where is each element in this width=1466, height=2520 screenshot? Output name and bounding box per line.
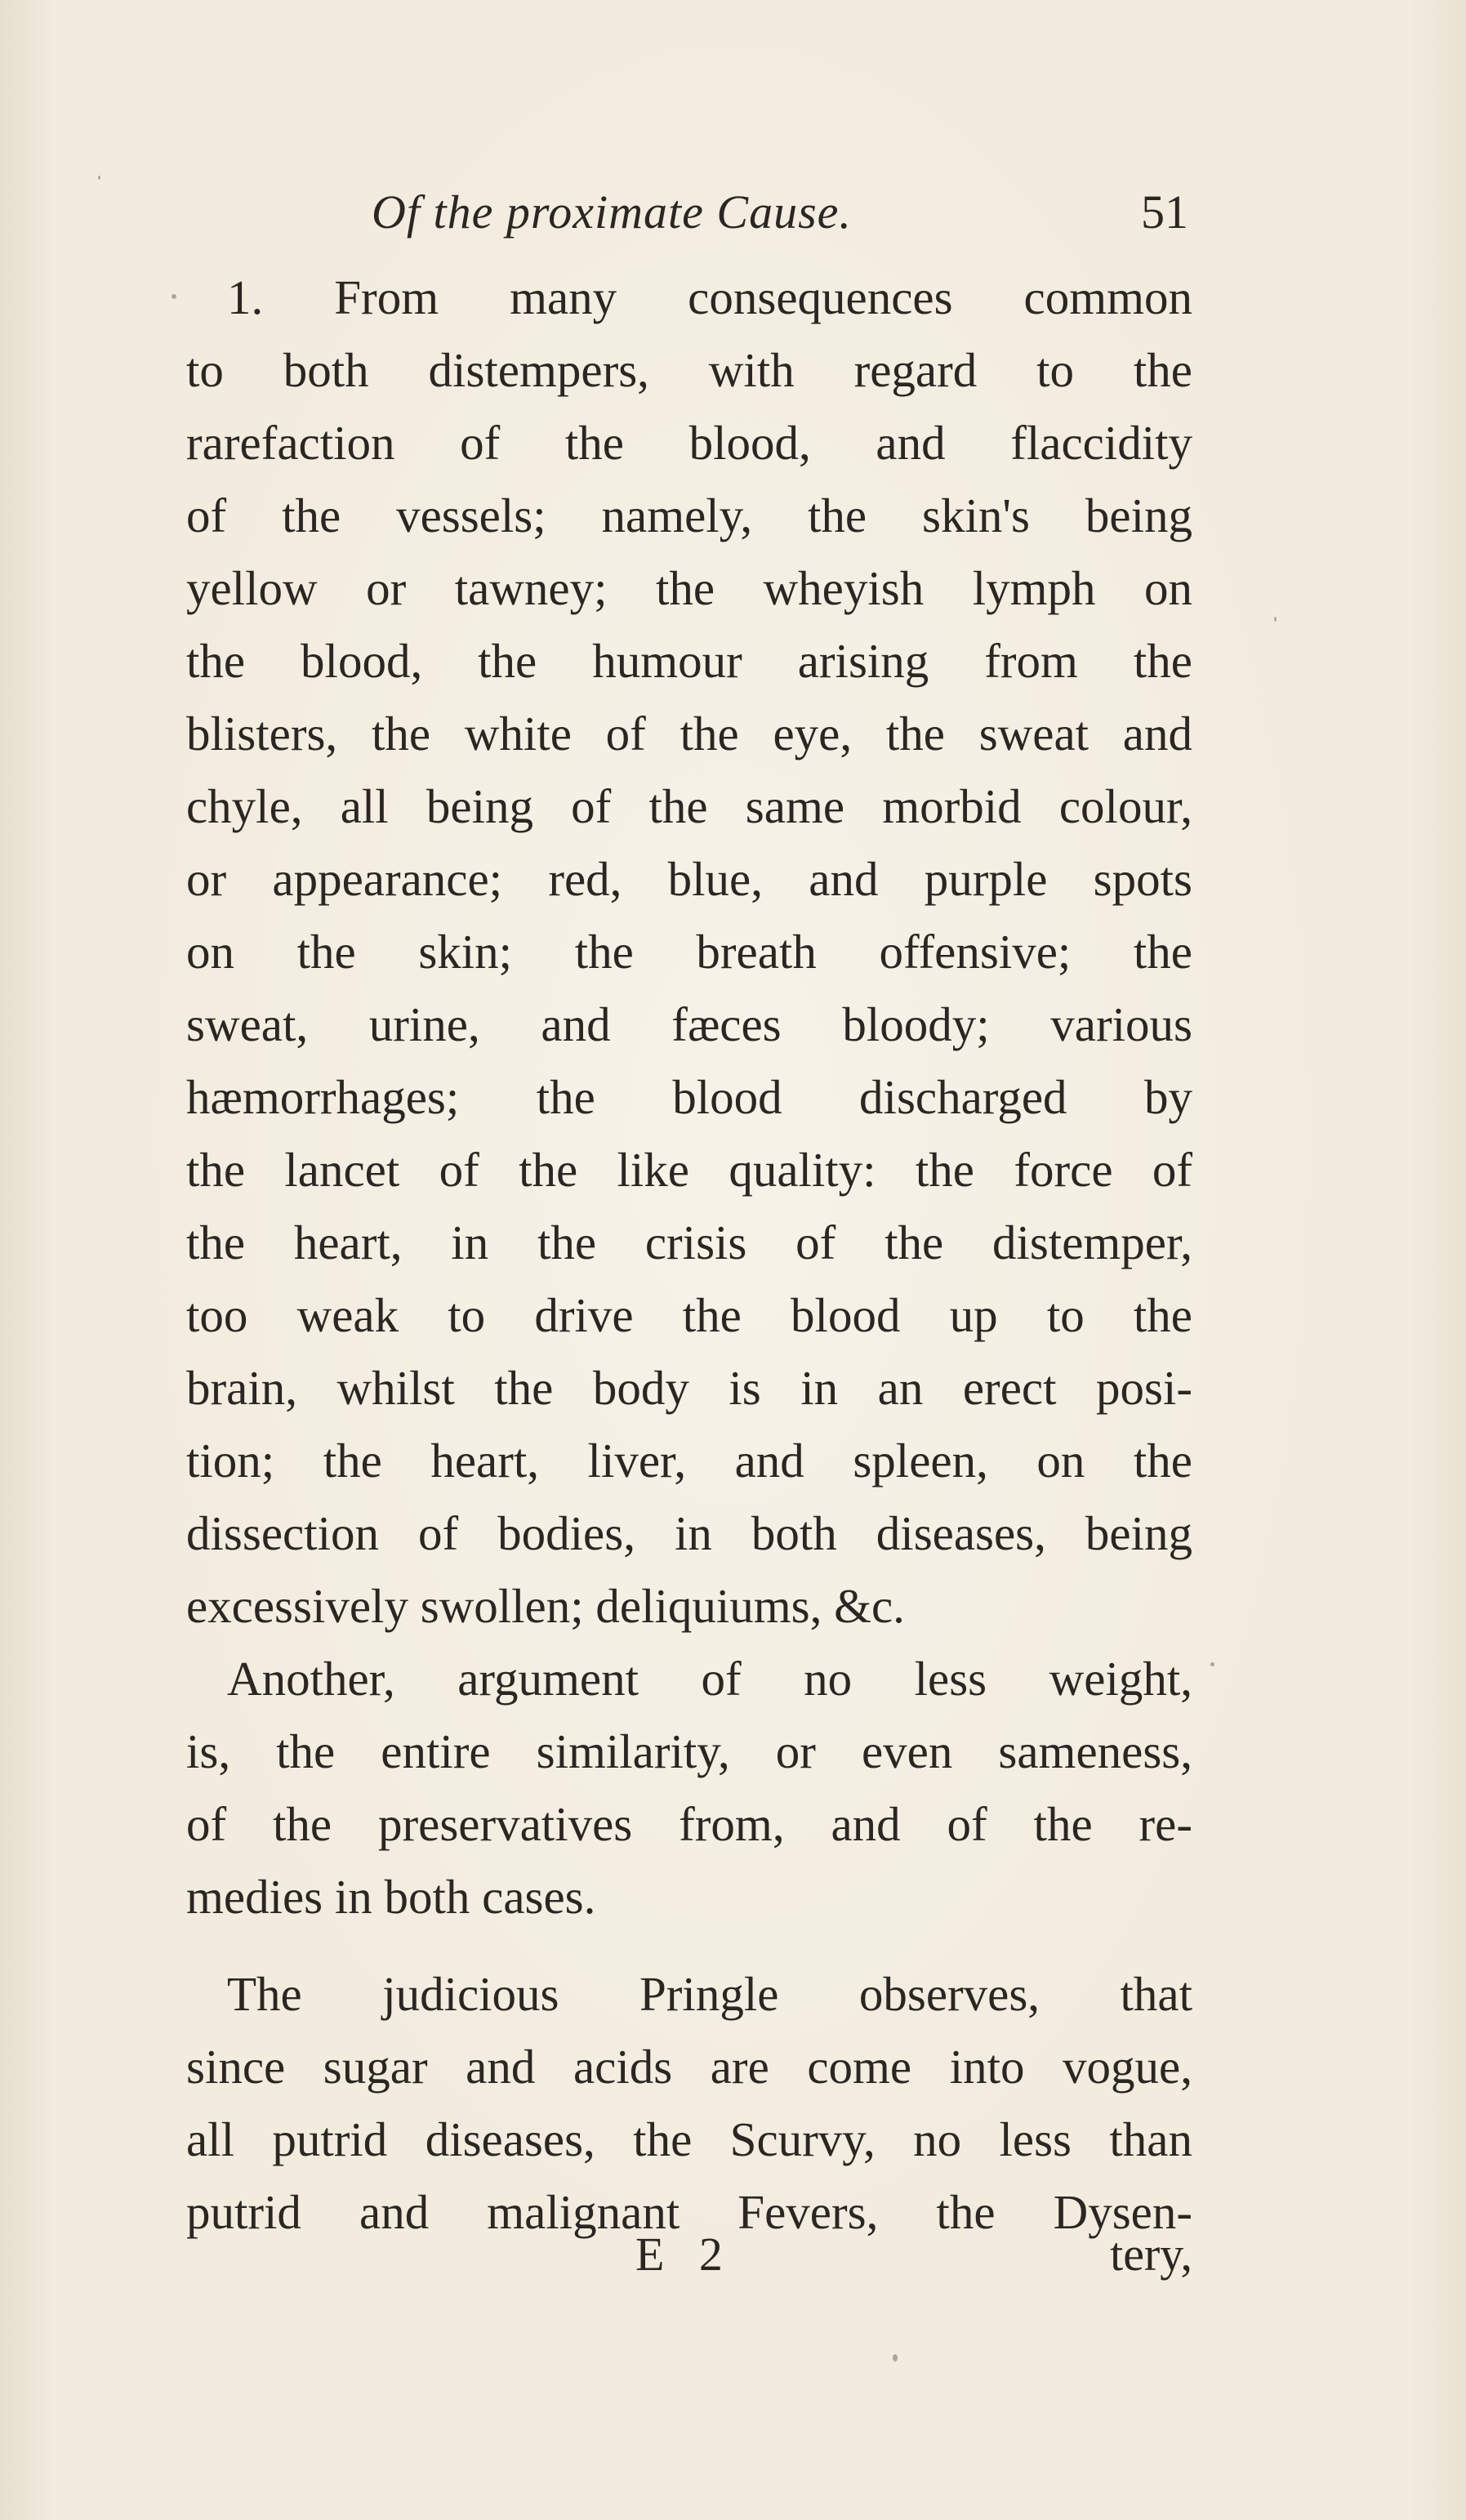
catchword: tery, (1110, 2228, 1192, 2281)
ink-speck (172, 294, 176, 299)
body-text (186, 261, 1192, 2249)
paragraph-3 (186, 1958, 1192, 2249)
page-header (192, 176, 1188, 249)
signature-mark: E 2 (635, 2228, 734, 2281)
text-line: of the preservatives from, and of the re- (186, 1797, 1192, 1851)
text-line: since sugar and acids are come into vogue, (186, 2040, 1192, 2094)
text-line: the blood, the humour arising from the (186, 634, 1192, 688)
text-line: yellow or tawney; the wheyish lymph on (186, 561, 1192, 615)
text-line: excessively swollen; deliquiums, &c. (186, 1579, 905, 1633)
text-line: rarefaction of the blood, and flaccidity (186, 416, 1192, 470)
text-line: 1. From many consequences common (227, 270, 1192, 324)
text-line: to both distempers, with regard to the (186, 343, 1192, 397)
text-line: is, the entire similarity, or even sameness, (186, 1724, 1192, 1778)
text-line: hæmorrhages; the blood discharged by (186, 1070, 1192, 1124)
ink-speck (893, 2354, 898, 2362)
text-line: the heart, in the crisis of the distemper, (186, 1215, 1192, 1269)
text-line: or appearance; red, blue, and purple spots (186, 852, 1192, 906)
paragraph-2 (186, 1643, 1192, 1933)
ink-speck (1274, 617, 1277, 622)
paragraph-1 (186, 261, 1192, 1643)
ink-speck (1210, 1662, 1214, 1666)
text-line: medies in both cases. (186, 1870, 596, 1924)
text-line: brain, whilst the body is in an erect posi- (186, 1361, 1192, 1415)
text-line: the lancet of the like quality: the force of (186, 1143, 1192, 1197)
text-line: The judicious Pringle observes, that (227, 1967, 1192, 2021)
ink-speck (98, 176, 100, 180)
text-line: sweat, urine, and fæces bloody; various (186, 997, 1192, 1051)
text-line: too weak to drive the blood up to the (186, 1288, 1192, 1342)
text-line: Another, argument of no less weight, (227, 1652, 1192, 1706)
text-line: putrid and malignant Fevers, the Dysen- (186, 2185, 1192, 2239)
text-line: blisters, the white of the eye, the sweat and (186, 707, 1192, 760)
text-line: on the skin; the breath offensive; the (186, 925, 1192, 979)
running-title: Of the proximate Cause. (372, 185, 852, 239)
text-line: tion; the heart, liver, and spleen, on the (186, 1434, 1192, 1487)
text-line: dissection of bodies, in both diseases, being (186, 1506, 1192, 1560)
page-footer (186, 2218, 1192, 2291)
text-line: of the vessels; namely, the skin's being (186, 488, 1192, 542)
text-line: all putrid diseases, the Scurvy, no less than (186, 2112, 1192, 2166)
text-line: chyle, all being of the same morbid colour, (186, 779, 1192, 833)
page-number: 51 (1141, 185, 1188, 239)
